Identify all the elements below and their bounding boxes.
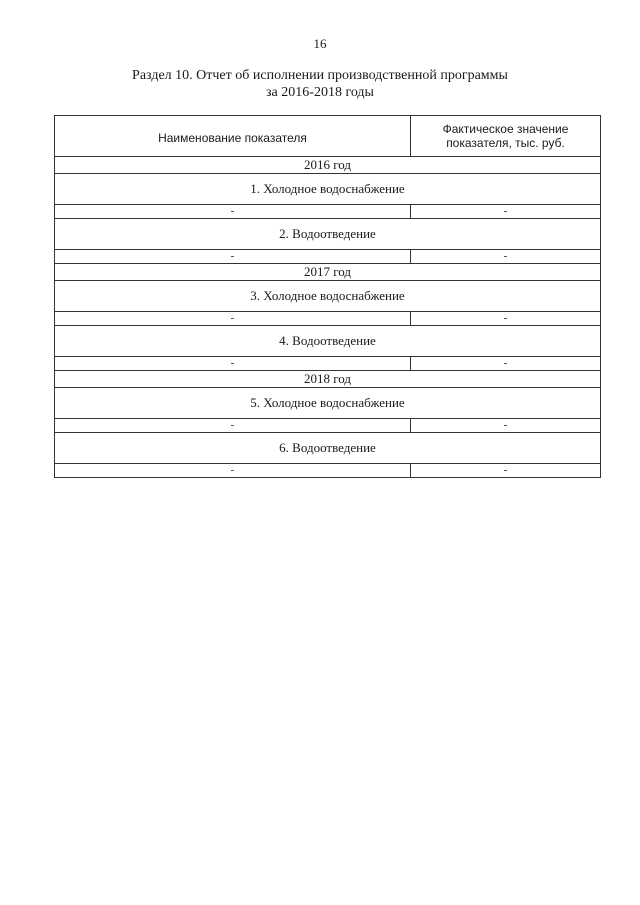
table-row xyxy=(55,205,601,219)
section-title: 4. Водоотведение xyxy=(55,326,601,357)
row-value-cell: - xyxy=(411,464,601,478)
year-row xyxy=(55,371,601,388)
header-indicator-name: Наименование показателя xyxy=(55,116,411,157)
table-row xyxy=(55,250,601,264)
row-name-cell: - xyxy=(55,357,411,371)
table-row xyxy=(55,357,601,371)
section-title: 2. Водоотведение xyxy=(55,219,601,250)
year-row xyxy=(55,157,601,174)
section-row xyxy=(55,433,601,464)
row-value-cell: - xyxy=(411,357,601,371)
row-name-cell: - xyxy=(55,419,411,433)
row-name-cell: - xyxy=(55,250,411,264)
section-title: 6. Водоотведение xyxy=(55,433,601,464)
section-row xyxy=(55,388,601,419)
year-row xyxy=(55,264,601,281)
section-row xyxy=(55,326,601,357)
section-title: 1. Холодное водоснабжение xyxy=(55,174,601,205)
table-row xyxy=(55,312,601,326)
year-label: 2016 год xyxy=(55,157,601,174)
title-line-2: за 2016-2018 годы xyxy=(266,85,374,100)
section-row xyxy=(55,281,601,312)
page-number: 16 xyxy=(313,36,327,51)
row-name-cell: - xyxy=(55,464,411,478)
table-header-row xyxy=(55,116,601,157)
row-value-cell: - xyxy=(411,312,601,326)
row-value-cell: - xyxy=(411,419,601,433)
row-value-cell: - xyxy=(411,205,601,219)
section-row xyxy=(55,174,601,205)
section-title: 3. Холодное водоснабжение xyxy=(55,281,601,312)
table-row xyxy=(55,419,601,433)
section-title: 5. Холодное водоснабжение xyxy=(55,388,601,419)
section-row xyxy=(55,219,601,250)
row-name-cell: - xyxy=(55,312,411,326)
year-label: 2017 год xyxy=(55,264,601,281)
row-name-cell: - xyxy=(55,205,411,219)
header-actual-value: Фактическое значение показателя, тыс. руб. xyxy=(411,116,601,157)
table-row xyxy=(55,464,601,478)
page-title xyxy=(0,67,640,101)
year-label: 2018 год xyxy=(55,371,601,388)
report-table xyxy=(54,115,601,478)
row-value-cell: - xyxy=(411,250,601,264)
title-line-1: Раздел 10. Отчет об исполнении производственной программы xyxy=(132,68,508,83)
